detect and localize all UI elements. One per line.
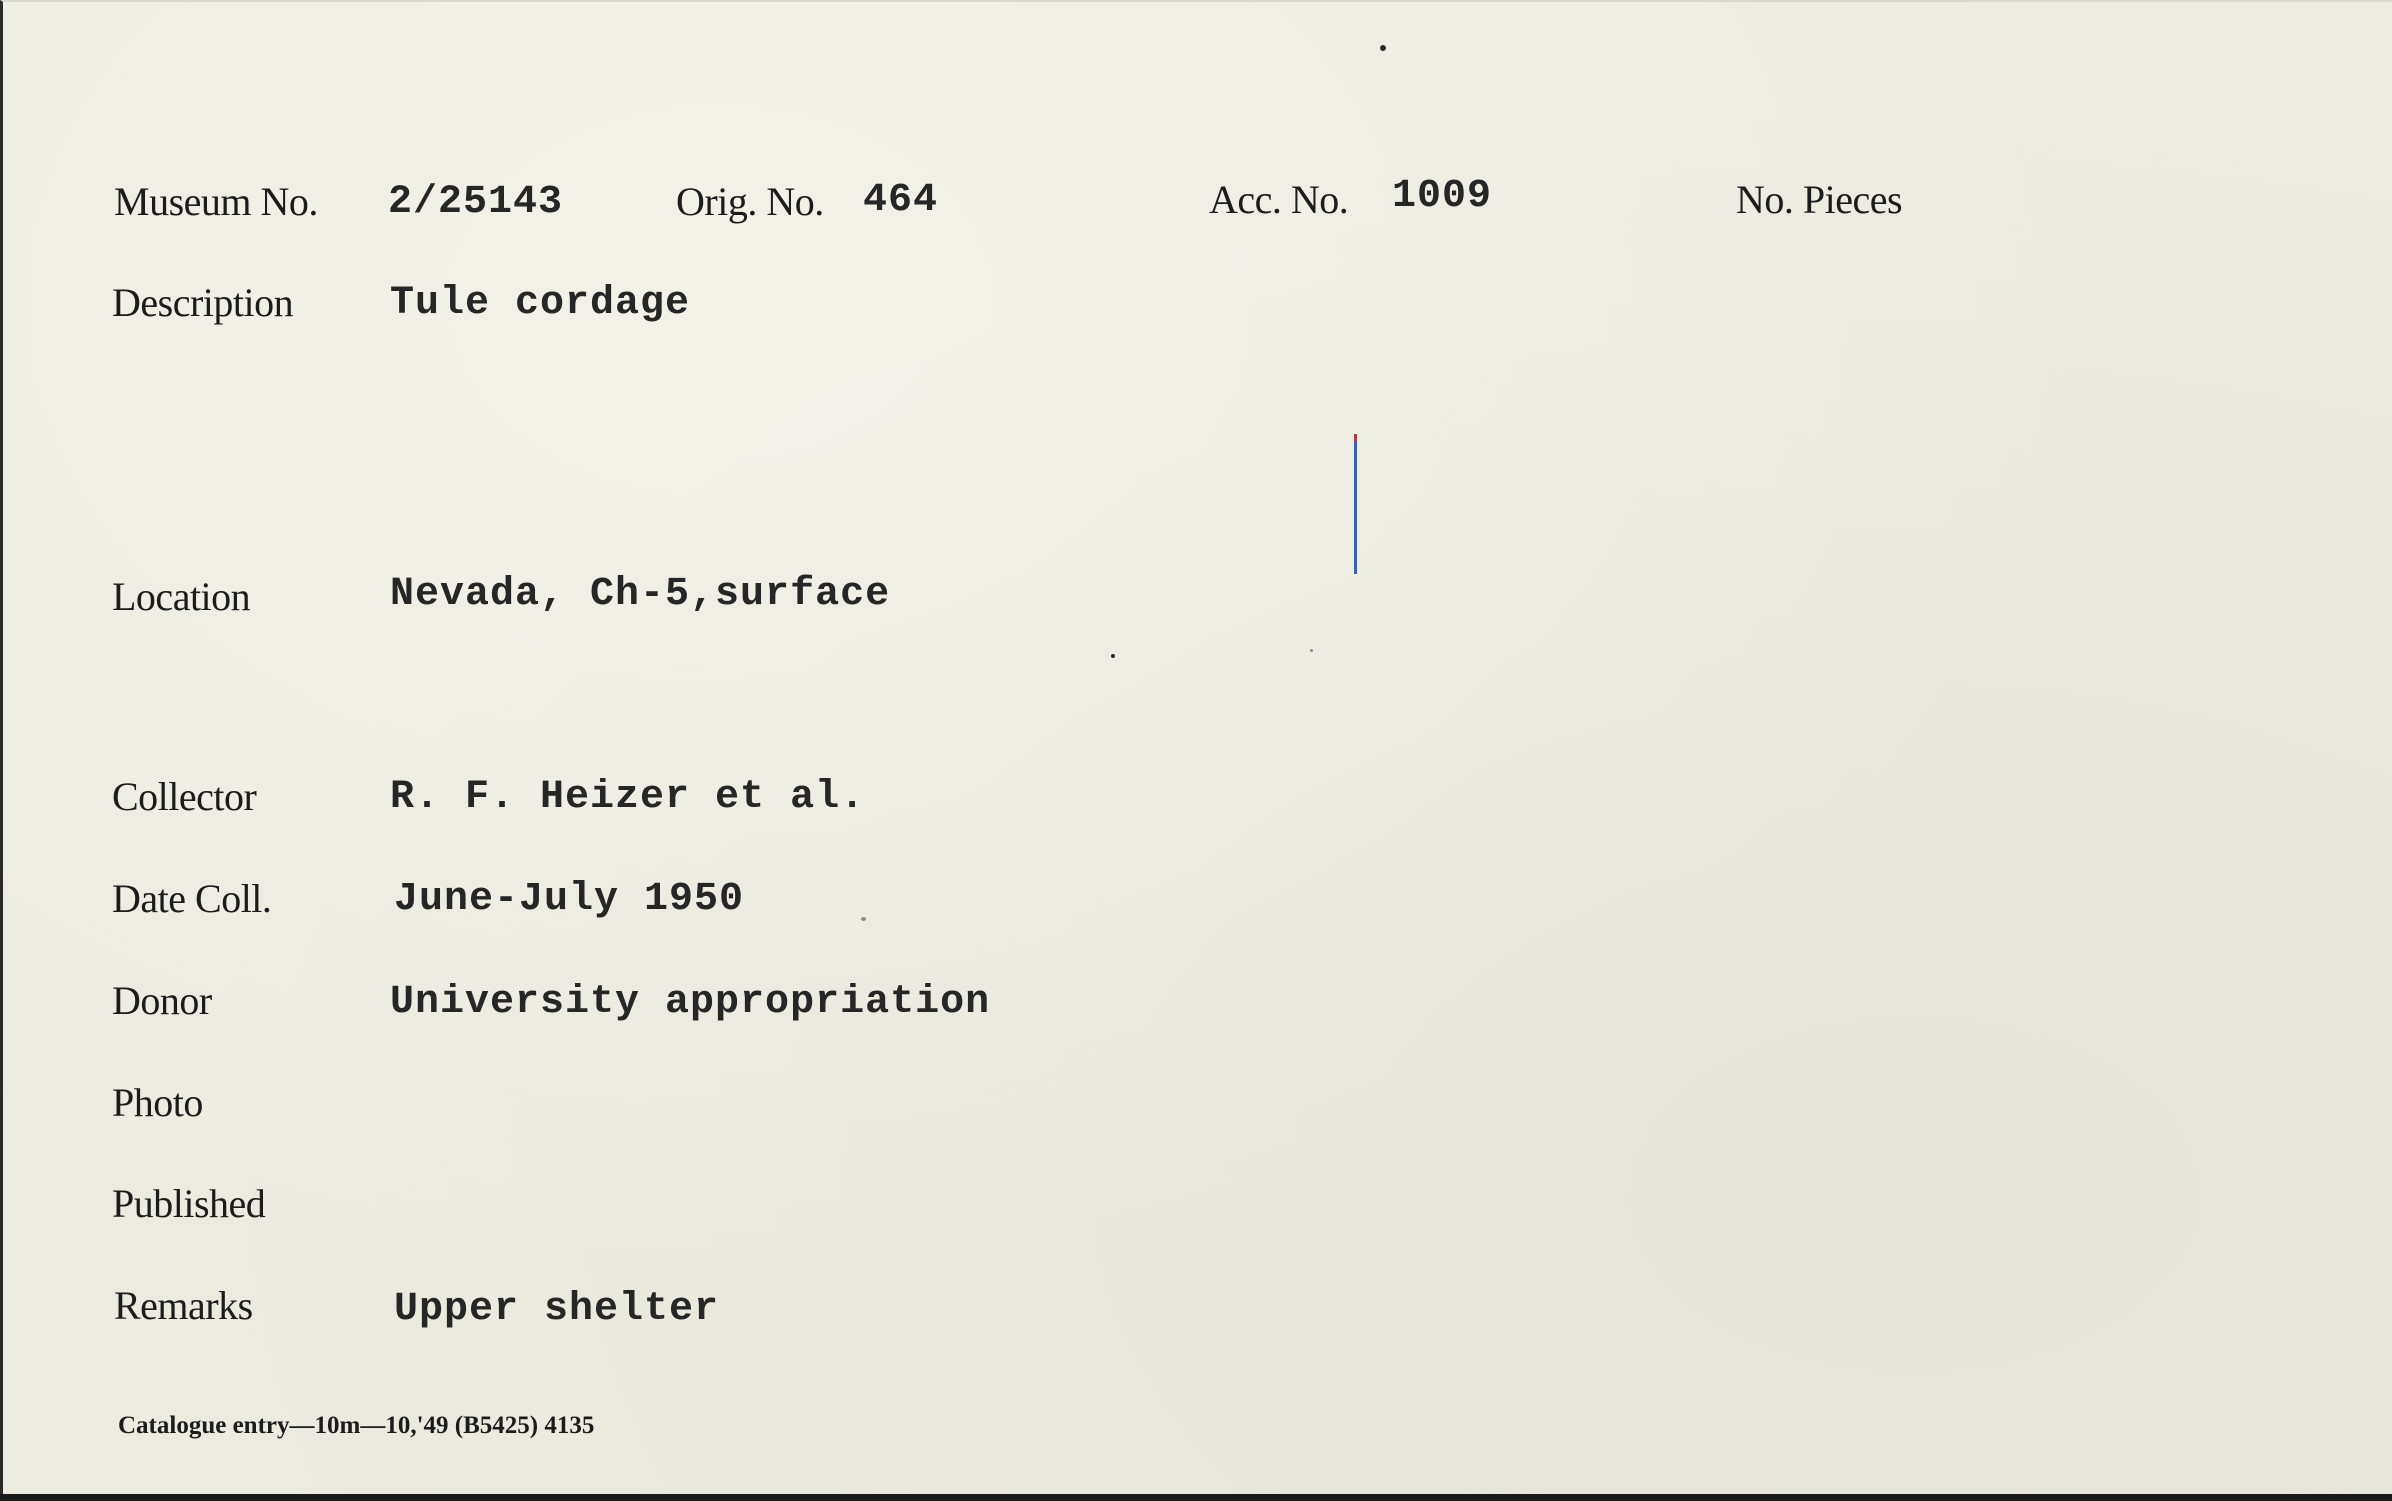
museum-no-label: Museum No. <box>114 179 318 224</box>
donor-label: Donor <box>112 978 212 1023</box>
orig-no-value: 464 <box>863 178 939 223</box>
card-bottom-edge <box>0 1494 2392 1501</box>
location-value: Nevada, Ch-5,surface <box>390 572 891 617</box>
donor-value: University appropriation <box>390 980 991 1025</box>
description-label: Description <box>112 280 294 325</box>
collector-value: R. F. Heizer et al. <box>390 775 866 820</box>
collector-label: Collector <box>112 774 257 819</box>
acc-no-label: Acc. No. <box>1209 177 1349 222</box>
published-label: Published <box>112 1181 266 1226</box>
location-label: Location <box>112 574 251 619</box>
catalogue-footer: Catalogue entry—10m—10,'49 (B5425) 4135 <box>118 1412 595 1439</box>
photo-label: Photo <box>112 1080 203 1125</box>
orig-no-label: Orig. No. <box>676 179 824 224</box>
acc-no-value: 1009 <box>1392 174 1493 219</box>
ink-speck <box>1111 654 1115 658</box>
remarks-value: Upper shelter <box>394 1287 720 1332</box>
ink-speck <box>861 917 866 921</box>
red-pencil-tip <box>1354 434 1357 442</box>
ink-speck <box>1380 45 1386 51</box>
blue-pencil-mark <box>1354 434 1357 574</box>
museum-no-value: 2/25143 <box>388 180 564 225</box>
no-pieces-label: No. Pieces <box>1736 177 1903 222</box>
date-coll-value: June-July 1950 <box>394 877 745 922</box>
date-coll-label: Date Coll. <box>112 876 272 921</box>
remarks-label: Remarks <box>114 1283 253 1328</box>
description-value: Tule cordage <box>390 281 691 326</box>
ink-speck <box>1310 649 1313 652</box>
